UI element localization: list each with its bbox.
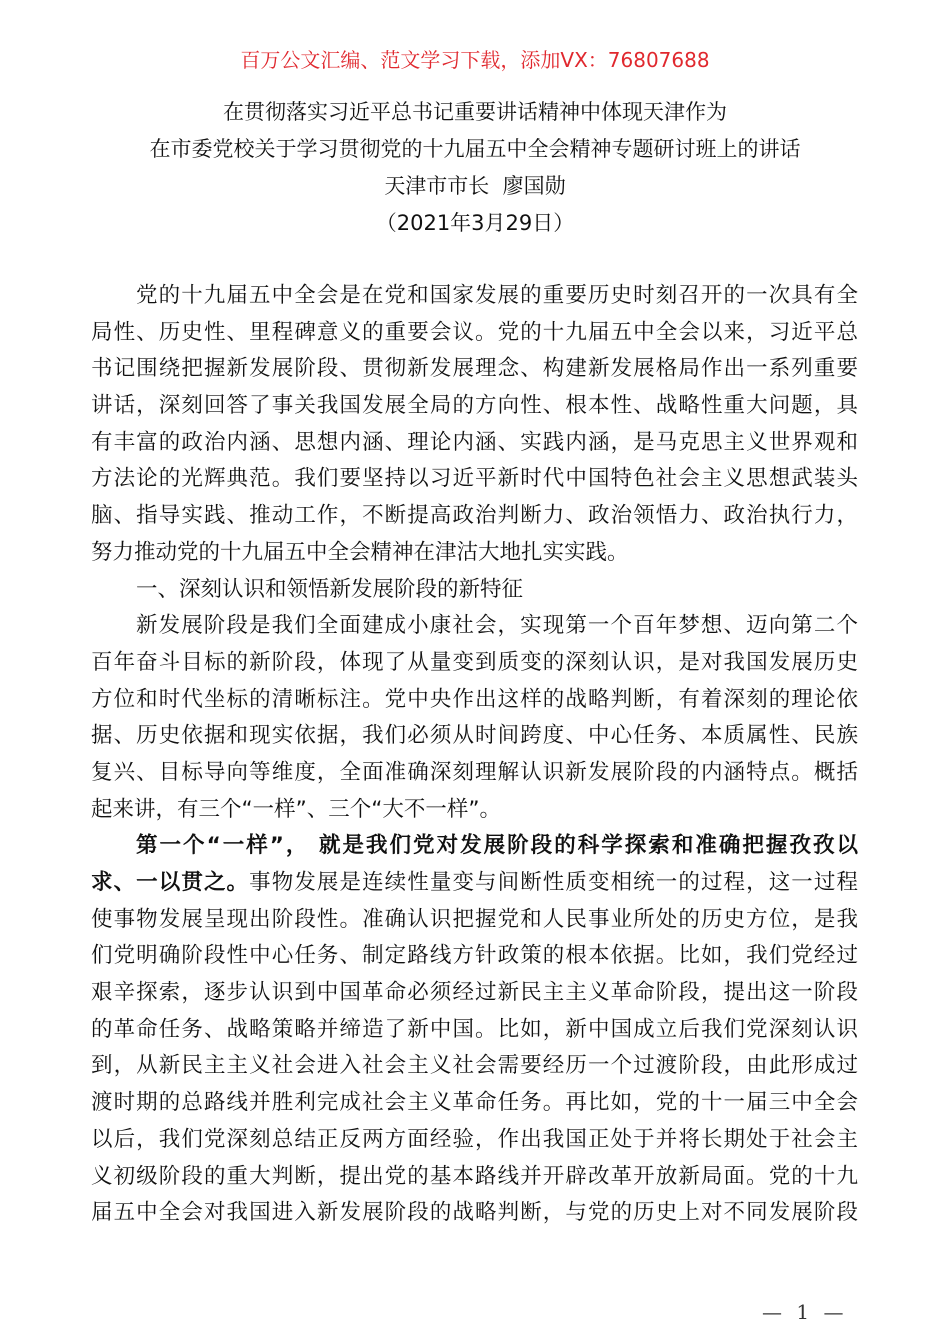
text-line: 艰辛探索，逐步认识到中国革命必须经过新民主主义革命阶段，提出这一阶段 (91, 980, 858, 1006)
text-line: 讲话，深刻回答了事关我国发展全局的方向性、根本性、战略性重大问题，具 (91, 393, 858, 419)
bold-lead-line: 第一个“一样”， 就是我们党对发展阶段的科学探索和准确把握孜孜以 (136, 833, 858, 859)
paragraph-2 (91, 608, 858, 828)
text-line: 脑、指导实践、推动工作，不断提高政治判断力、政治领悟力、政治执行力， (91, 503, 858, 529)
bold-lead-end: 求、一以贯之。 (91, 870, 250, 895)
title-line-2: 在市委党校关于学习贯彻党的十九届五中全会精神专题研讨班上的讲话 (149, 137, 801, 161)
text-line: 有丰富的政治内涵、思想内涵、理论内涵、实践内涵，是马克思主义世界观和 (91, 429, 858, 455)
text-line: 的革命任务、战略策略并缔造了新中国。比如，新中国成立后我们党深刻认识 (91, 1016, 858, 1042)
text-line: 党的十九届五中全会是在党和国家发展的重要历史时刻召开的一次具有全 (136, 283, 858, 308)
paragraph-3 (91, 828, 858, 1232)
date-line: （2021年3月29日） (375, 211, 575, 235)
text-line (91, 865, 858, 902)
document-title-block (0, 94, 950, 242)
text-line: 义初级阶段的重大判断，提出党的基本路线并开辟改革开放新局面。党的十九 (91, 1163, 858, 1189)
text-line: 书记围绕把握新发展阶段、贯彻新发展理念、构建新发展格局作出一系列重要 (91, 356, 858, 382)
text-line: 新发展阶段是我们全面建成小康社会，实现第一个百年梦想、迈向第二个 (136, 613, 858, 639)
paragraph-1 (91, 278, 858, 572)
text-line: 方位和时代坐标的清晰标注。党中央作出这样的战略判断，有着深刻的理论依 (91, 686, 858, 712)
title-line-1: 在贯彻落实习近平总书记重要讲话精神中体现天津作为 (223, 100, 727, 124)
text-line: 起来讲，有三个“一样”、三个“大不一样”。 (91, 796, 502, 822)
document-body (91, 278, 858, 1232)
section-heading: 一、深刻认识和领悟新发展阶段的新特征 (136, 576, 524, 602)
page-number: — 1 — (762, 1300, 848, 1324)
text-line: 据、历史依据和现实依据，我们必须从时间跨度、中心任务、本质属性、民族 (91, 723, 858, 749)
watermark-header: 百万公文汇编、范文学习下载，添加VX：76807688 (240, 48, 710, 72)
text-line: 百年奋斗目标的新阶段，体现了从量变到质变的深刻认识，是对我国发展历史 (91, 649, 858, 675)
text-line: 局性、历史性、里程碑意义的重要会议。党的十九届五中全会以来，习近平总 (91, 319, 858, 345)
text-line: 努力推动党的十九届五中全会精神在津沽大地扎实实践。 (91, 539, 629, 565)
text-line: 方法论的光辉典范。我们要坚持以习近平新时代中国特色社会主义思想武装头 (91, 466, 858, 492)
text-line: 复兴、目标导向等维度，全面准确深刻理解认识新发展阶段的内涵特点。概括 (91, 759, 858, 785)
text-line: 渡时期的总路线并胜利完成社会主义革命任务。再比如，党的十一届三中全会 (91, 1090, 858, 1116)
text-line: 以后，我们党深刻总结正反两方面经验，作出我国正处于并将长期处于社会主 (91, 1126, 858, 1152)
text-line: 届五中全会对我国进入新发展阶段的战略判断，与党的历史上对不同发展阶段 (91, 1200, 858, 1226)
text-span: 事物发展是连续性量变与间断性质变相统一的过程，这一过程 (249, 870, 858, 895)
text-line: 到，从新民主主义社会进入社会主义社会需要经历一个过渡阶段，由此形成过 (91, 1053, 858, 1079)
text-line: 使事物发展呈现出阶段性。准确认识把握党和人民事业所处的历史方位，是我 (91, 906, 858, 932)
text-line: 们党明确阶段性中心任务、制定路线方针政策的根本依据。比如，我们党经过 (91, 943, 858, 969)
author-line: 天津市市长 廖国勋 (384, 174, 566, 198)
